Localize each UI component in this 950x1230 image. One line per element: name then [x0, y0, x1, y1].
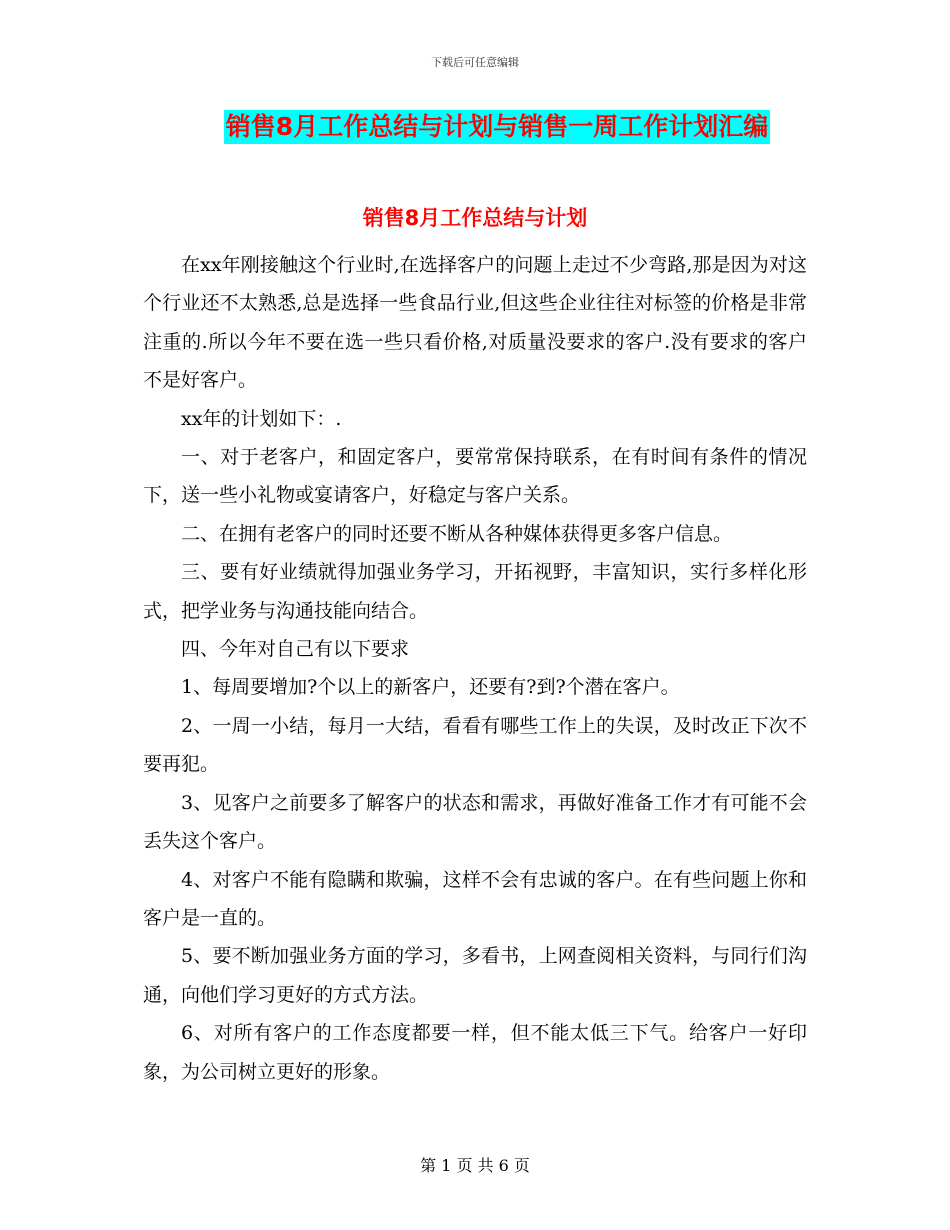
body-text — [143, 246, 807, 1091]
paragraph-12: 6、对所有客户的工作态度都要一样，但不能太低三下气。给客户一好印象，为公司树立更好的形象。 — [143, 1022, 807, 1083]
page-footer: 第 1 页 共 6 页 — [420, 1156, 530, 1175]
main-title: 销售8月工作总结与计划与销售一周工作计划汇编 — [224, 110, 770, 144]
header-note: 下载后可任意编辑 — [431, 56, 519, 69]
paragraph-8: 2、一周一小结，每月一大结，看看有哪些工作上的失误，及时改正下次不要再犯。 — [143, 714, 807, 776]
paragraph-4: 二、在拥有老客户的同时还要不断从各种媒体获得更多客户信息。 — [181, 522, 733, 545]
paragraph-7: 1、每周要增加?个以上的新客户，还要有?到?个潜在客户。 — [181, 676, 680, 699]
paragraph-1: 在xx年刚接触这个行业时,在选择客户的问题上走过不少弯路,那是因为对这个行业还不太熟悉,总是选择一些食品行业,但这些企业往往对标签的价格是非常注重的.所以今年不要在选一些只看价格,对质量没要求的客户.没有要求的客户不是好客户。 — [143, 254, 807, 392]
paragraph-9: 3、见客户之前要多了解客户的状态和需求，再做好准备工作才有可能不会丢失这个客户。 — [143, 791, 807, 853]
paragraph-11: 5、要不断加强业务方面的学习，多看书，上网查阅相关资料，与同行们沟通，向他们学习更好的方式方法。 — [143, 945, 807, 1006]
section-title: 销售8月工作总结与计划 — [362, 206, 588, 230]
paragraph-5: 三、要有好业绩就得加强业务学习，开拓视野，丰富知识，实行多样化形式，把学业务与沟通技能向结合。 — [143, 561, 807, 622]
paragraph-6: 四、今年对自己有以下要求 — [181, 638, 410, 661]
paragraph-3: 一、对于老客户，和固定客户，要常常保持联系，在有时间有条件的情况下，送一些小礼物或宴请客户，好稳定与客户关系。 — [143, 446, 807, 507]
paragraph-10: 4、对客户不能有隐瞒和欺骗，这样不会有忠诚的客户。在有些问题上你和客户是一直的。 — [143, 868, 807, 929]
paragraph-2: xx年的计划如下：. — [181, 407, 342, 430]
main-title-container — [0, 110, 950, 144]
